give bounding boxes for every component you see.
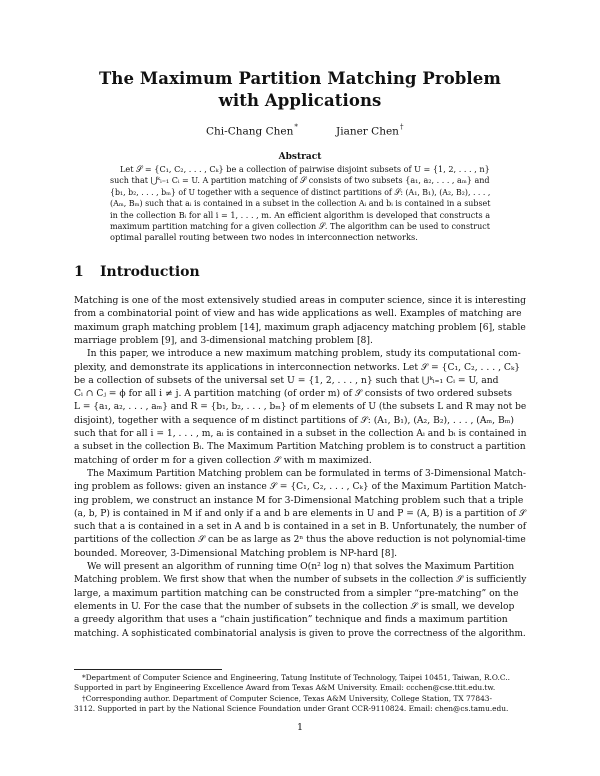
body-line: from a combinatorial point of view and has wide applications as well. Examples of matching are <box>74 308 522 320</box>
page-number: 1 <box>296 722 304 733</box>
abstract-line: optimal parallel routing between two nodes in interconnection networks. <box>110 232 418 243</box>
body-line: The Maximum Partition Matching problem can be formulated in terms of 3-Dimensional Match- <box>87 467 526 479</box>
footnote-rule <box>74 669 222 670</box>
body-line: partitions of the collection 𝒮 can be as large as 2ⁿ thus the above reduction is not polynomial-time <box>74 534 526 546</box>
author-list <box>0 124 600 138</box>
footnote-line: *Department of Computer Science and Engineering, Tatung Institute of Technology, Taipei 10451, Taiwan, R.O.C.. <box>82 673 510 682</box>
section-number: 1 <box>74 264 84 280</box>
author-1-name: Chi-Chang Chen <box>206 125 294 138</box>
abstract-line: (Aₘ, Bₘ) such that aᵢ is contained in a subset in the collection Aᵢ and bᵢ is contained in a subset <box>110 198 491 209</box>
body-line: disjoint), together with a sequence of m distinct partitions of 𝒮: (A₁, B₁), (A₂, B₂), . . . , (Aₘ, Bₘ) <box>74 414 514 426</box>
body-line: plexity, and demonstrate its applications in interconnection networks. Let 𝒮 = {C₁, C₂, . . . , Cₖ} <box>74 361 521 373</box>
body-line: matching of order m for a given collection 𝒮 with m maximized. <box>74 454 372 466</box>
body-line: elements in U. For the case that the number of subsets in the collection 𝒮 is small, we develop <box>74 600 515 612</box>
body-line: We will present an algorithm of running time O(n² log n) that solves the Maximum Partition <box>87 561 515 572</box>
abstract-line: Let 𝒮 = {C₁, C₂, . . . , Cₖ} be a collection of pairwise disjoint subsets of U = {1, 2, . . . , n} <box>120 164 490 174</box>
body-line: such that for all i = 1, . . . , m, aᵢ is contained in a subset in the collection Aᵢ and bᵢ is contained in <box>74 428 527 439</box>
abstract-heading: Abstract <box>278 152 322 162</box>
section-heading-introduction <box>74 264 200 280</box>
body-line: a greedy algorithm that uses a “chain justification” technique and finds a maximum partition <box>74 614 508 626</box>
body-line: be a collection of subsets of the universal set U = {1, 2, . . . , n} such that ⋃ᵏᵢ₌₁ Cᵢ = U, and <box>74 374 499 386</box>
paper-title-line-1: The Maximum Partition Matching Problem <box>99 69 501 88</box>
paper-title-line-2: with Applications <box>218 91 382 110</box>
body-line: matching. A sophisticated combinatorial analysis is given to prove the correctness of the algorithm. <box>74 627 526 639</box>
body-line: Matching is one of the most extensively studied areas in computer science, since it is interesting <box>74 295 526 306</box>
abstract-line: {b₁, b₂, . . . , bₘ} of U together with a sequence of distinct partitions of 𝒮: (A₁, B₁), (A₂, B₂), . . . , <box>110 186 491 197</box>
footnote-line: †Corresponding author. Department of Computer Science, Texas A&M University, College Station, TX 77843- <box>82 693 492 703</box>
body-line: bounded. Moreover, 3-Dimensional Matching problem is NP-hard [8]. <box>74 547 398 559</box>
body-line: ing problem, we construct an instance M for 3-Dimensional Matching problem such that a triple <box>74 494 524 506</box>
abstract-line: maximum partition matching for a given collection 𝒮. The algorithm can be used to construct <box>110 221 490 231</box>
body-line: marriage problem [9], and 3-dimensional matching problem [8]. <box>74 334 373 346</box>
abstract-line: in the collection Bᵢ for all i = 1, . . . , m. An efficient algorithm is developed that constructs a <box>110 209 491 220</box>
author-1-footnote-mark: * <box>294 123 298 131</box>
body-line: a subset in the collection Bᵢ. The Maximum Partition Matching problem is to construct a partition <box>74 441 526 453</box>
abstract-line: such that ⋃ᵏᵢ₌₁ Cᵢ = U. A partition matching of 𝒮 consists of two subsets {a₁, a₂, . . . , aₘ} and <box>110 175 490 186</box>
footnote-line: Supported in part by Engineering Excellence Award from Texas A&M University. Email: ccchen@cse.ttit.edu.tw. <box>74 683 496 693</box>
body-line: ing problem as follows: given an instance 𝒮 = {C₁, C₂, . . . , Cₖ} of the Maximum Partition Match- <box>74 481 527 493</box>
body-line: maximum graph matching problem [14], maximum graph adjacency matching problem [6], stable <box>74 321 526 333</box>
body-line: In this paper, we introduce a new maximum matching problem, study its computational com- <box>87 348 521 360</box>
body-line: Matching problem. We first show that when the number of subsets in the collection 𝒮 is sufficiently <box>74 574 527 586</box>
body-line: L = {a₁, a₂, . . . , aₘ} and R = {b₁, b₂, . . . , bₘ} of m elements of U (the subsets L and R may not be <box>74 401 527 413</box>
author-2-footnote-mark: † <box>399 123 404 131</box>
body-line: large, a maximum partition matching can be constructed from a simpler “pre-matching” on the <box>74 587 519 599</box>
author-1 <box>206 124 298 138</box>
footnote-line: 3112. Supported in part by the National Science Foundation under Grant CCR-9110824. Email: chen@cs.tamu.edu. <box>74 704 509 714</box>
section-title: Introduction <box>100 264 200 280</box>
author-2-name: Jianer Chen <box>336 125 399 138</box>
body-line: (a, b, P) is contained in M if and only if a and b are elements in U and P = (A, B) is a partition of 𝒮 <box>74 507 526 519</box>
author-2 <box>336 124 403 138</box>
body-line: such that a is contained in a set in A and b is contained in a set in B. Unfortunately, the number of <box>74 521 527 533</box>
body-line: Cᵢ ∩ Cⱼ = ϕ for all i ≠ j. A partition matching (of order m) of 𝒮 consists of two ordered subsets <box>74 388 513 400</box>
